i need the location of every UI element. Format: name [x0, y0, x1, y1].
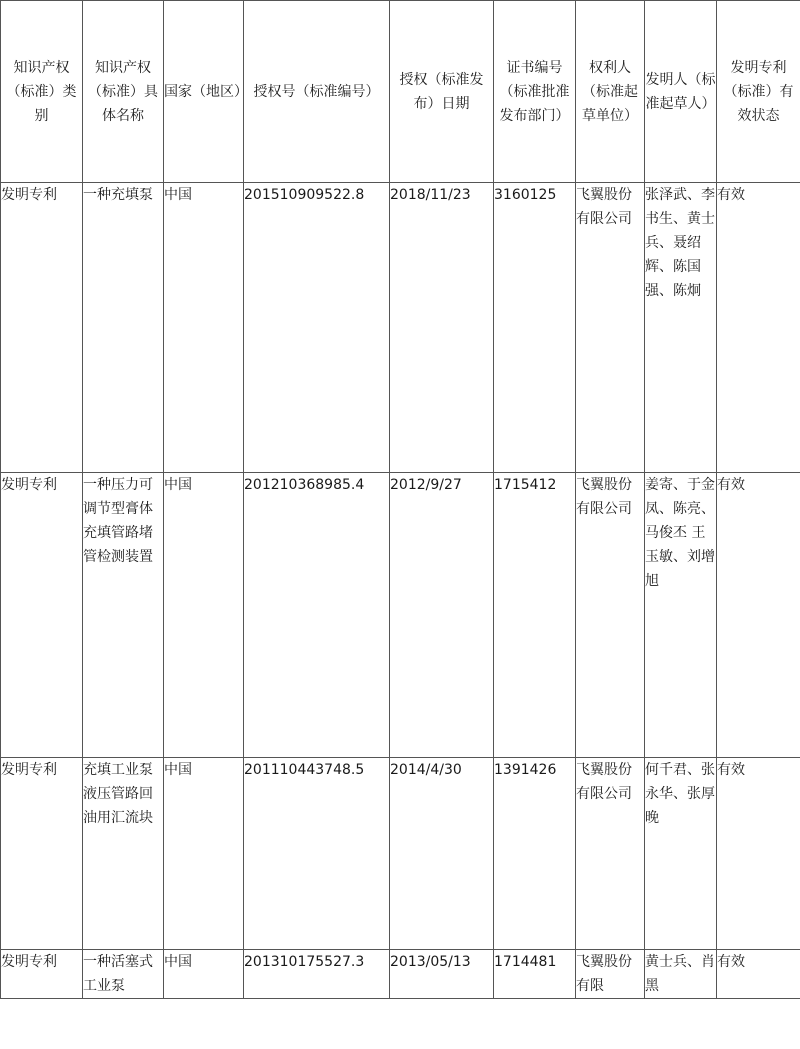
cell-date: 2013/05/13 — [390, 950, 494, 999]
cell-country: 中国 — [164, 758, 244, 950]
cell-cert-no: 1715412 — [494, 473, 576, 758]
cell-date: 2018/11/23 — [390, 183, 494, 473]
cell-cert-no: 1714481 — [494, 950, 576, 999]
cell-inventors: 姜寄、于金凤、陈亮、马俊丕 王玉敏、刘增旭 — [645, 473, 717, 758]
cell-name: 一种充填泵 — [83, 183, 164, 473]
cell-status: 有效 — [717, 183, 800, 473]
cell-inventors: 黄士兵、肖黑 — [645, 950, 717, 999]
cell-category: 发明专利 — [1, 950, 83, 999]
cell-country: 中国 — [164, 473, 244, 758]
header-inventors: 发明人（标准起草人） — [645, 1, 717, 183]
header-owner: 权利人（标准起草单位） — [576, 1, 645, 183]
cell-owner: 飞翼股份有限公司 — [576, 758, 645, 950]
header-grant-no: 授权号（标准编号） — [244, 1, 390, 183]
table-row — [1, 950, 800, 999]
cell-cert-no: 1391426 — [494, 758, 576, 950]
header-country: 国家（地区） — [164, 1, 244, 183]
cell-owner: 飞翼股份有限 — [576, 950, 645, 999]
cell-grant-no: 201310175527.3 — [244, 950, 390, 999]
table-row — [1, 183, 800, 473]
cell-date: 2014/4/30 — [390, 758, 494, 950]
cell-name: 一种压力可调节型膏体充填管路堵管检测装置 — [83, 473, 164, 758]
header-date: 授权（标准发布）日期 — [390, 1, 494, 183]
cell-status: 有效 — [717, 758, 800, 950]
cell-category: 发明专利 — [1, 183, 83, 473]
header-row — [1, 1, 800, 183]
cell-status: 有效 — [717, 950, 800, 999]
cell-category: 发明专利 — [1, 473, 83, 758]
cell-status: 有效 — [717, 473, 800, 758]
header-category: 知识产权（标准）类别 — [1, 1, 83, 183]
cell-grant-no: 201510909522.8 — [244, 183, 390, 473]
header-name: 知识产权（标准）具体名称 — [83, 1, 164, 183]
cell-cert-no: 3160125 — [494, 183, 576, 473]
cell-grant-no: 201110443748.5 — [244, 758, 390, 950]
cell-grant-no: 201210368985.4 — [244, 473, 390, 758]
cell-owner: 飞翼股份有限公司 — [576, 473, 645, 758]
cell-country: 中国 — [164, 183, 244, 473]
cell-inventors: 张泽武、李书生、黄士兵、聂绍辉、陈国强、陈炯 — [645, 183, 717, 473]
cell-category: 发明专利 — [1, 758, 83, 950]
cell-name: 一种活塞式工业泵 — [83, 950, 164, 999]
table-row — [1, 758, 800, 950]
cell-name: 充填工业泵液压管路回油用汇流块 — [83, 758, 164, 950]
header-status: 发明专利（标准）有效状态 — [717, 1, 800, 183]
cell-date: 2012/9/27 — [390, 473, 494, 758]
header-cert-no: 证书编号（标准批准发布部门） — [494, 1, 576, 183]
cell-country: 中国 — [164, 950, 244, 999]
cell-owner: 飞翼股份有限公司 — [576, 183, 645, 473]
cell-inventors: 何千君、张永华、张厚晚 — [645, 758, 717, 950]
table-row — [1, 473, 800, 758]
